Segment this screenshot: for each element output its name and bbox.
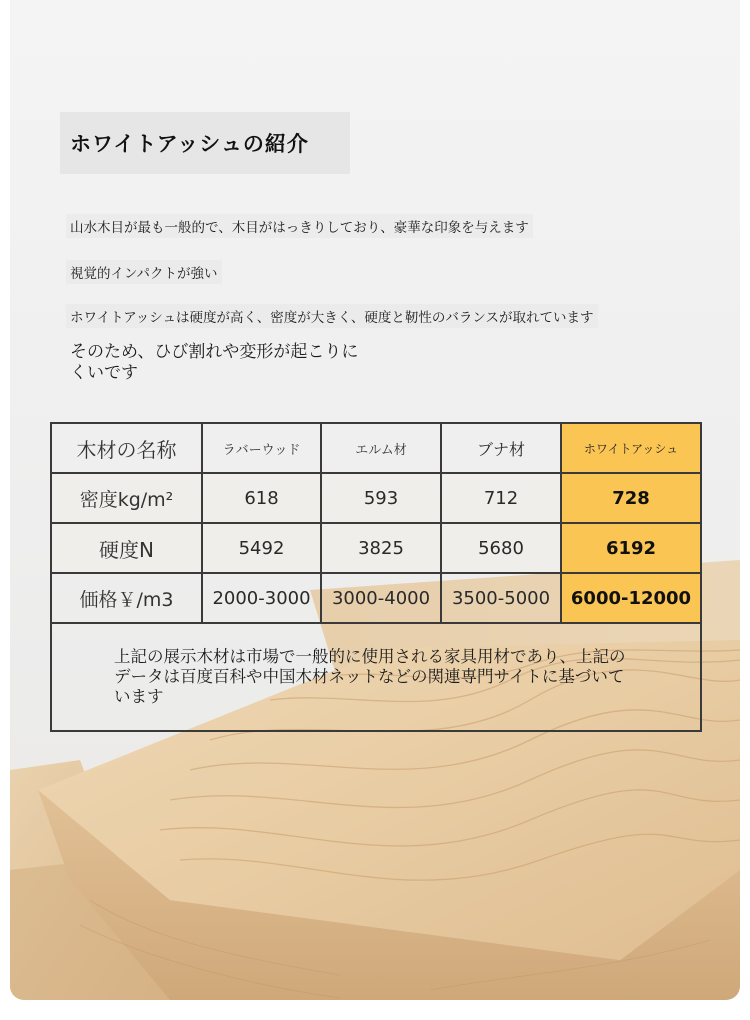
table-cell: 3500-5000 [441, 573, 561, 623]
row-label-density: 密度kg/m² [51, 473, 202, 523]
column-header-rubberwood: ラバーウッド [202, 423, 321, 473]
table-row-density [51, 473, 701, 523]
table-row-price [51, 573, 701, 623]
table-cell-highlight: 6192 [561, 523, 701, 573]
intro-line-2: 視覚的インパクトが強い [66, 260, 222, 284]
table-header-row [51, 423, 701, 473]
table-row-hardness [51, 523, 701, 573]
intro-line-1: 山水木目が最も一般的で、木目がはっきりしており、豪華な印象を与えます [66, 214, 533, 238]
table-note-row [51, 623, 701, 731]
table-cell: 712 [441, 473, 561, 523]
intro-line-3: ホワイトアッシュは硬度が高く、密度が大きく、硬度と靭性のバランスが取れています [66, 304, 598, 328]
column-header-elm: エルム材 [321, 423, 441, 473]
table-cell: 618 [202, 473, 321, 523]
row-label-hardness: 硬度N [51, 523, 202, 573]
page-title: ホワイトアッシュの紹介 [70, 132, 309, 156]
table-cell-highlight: 728 [561, 473, 701, 523]
table-cell: 3000-4000 [321, 573, 441, 623]
intro-line-4: そのため、ひび割れや変形が起こりにくいです [70, 342, 359, 383]
column-header-white-ash: ホワイトアッシュ [561, 423, 701, 473]
column-header-beech: ブナ材 [441, 423, 561, 473]
table-note: 上記の展示木材は市場で一般的に使用される家具用材であり、上記のデータは百度百科や中国木材ネットなどの関連専門サイトに基づいています [51, 623, 701, 731]
table-cell-highlight: 6000-12000 [561, 573, 701, 623]
table-cell: 5680 [441, 523, 561, 573]
table-cell: 2000-3000 [202, 573, 321, 623]
row-label-price: 価格￥/m3 [51, 573, 202, 623]
table-cell: 593 [321, 473, 441, 523]
wood-comparison-table [50, 422, 702, 732]
table-cell: 5492 [202, 523, 321, 573]
column-header-wood-name: 木材の名称 [51, 423, 202, 473]
table-cell: 3825 [321, 523, 441, 573]
